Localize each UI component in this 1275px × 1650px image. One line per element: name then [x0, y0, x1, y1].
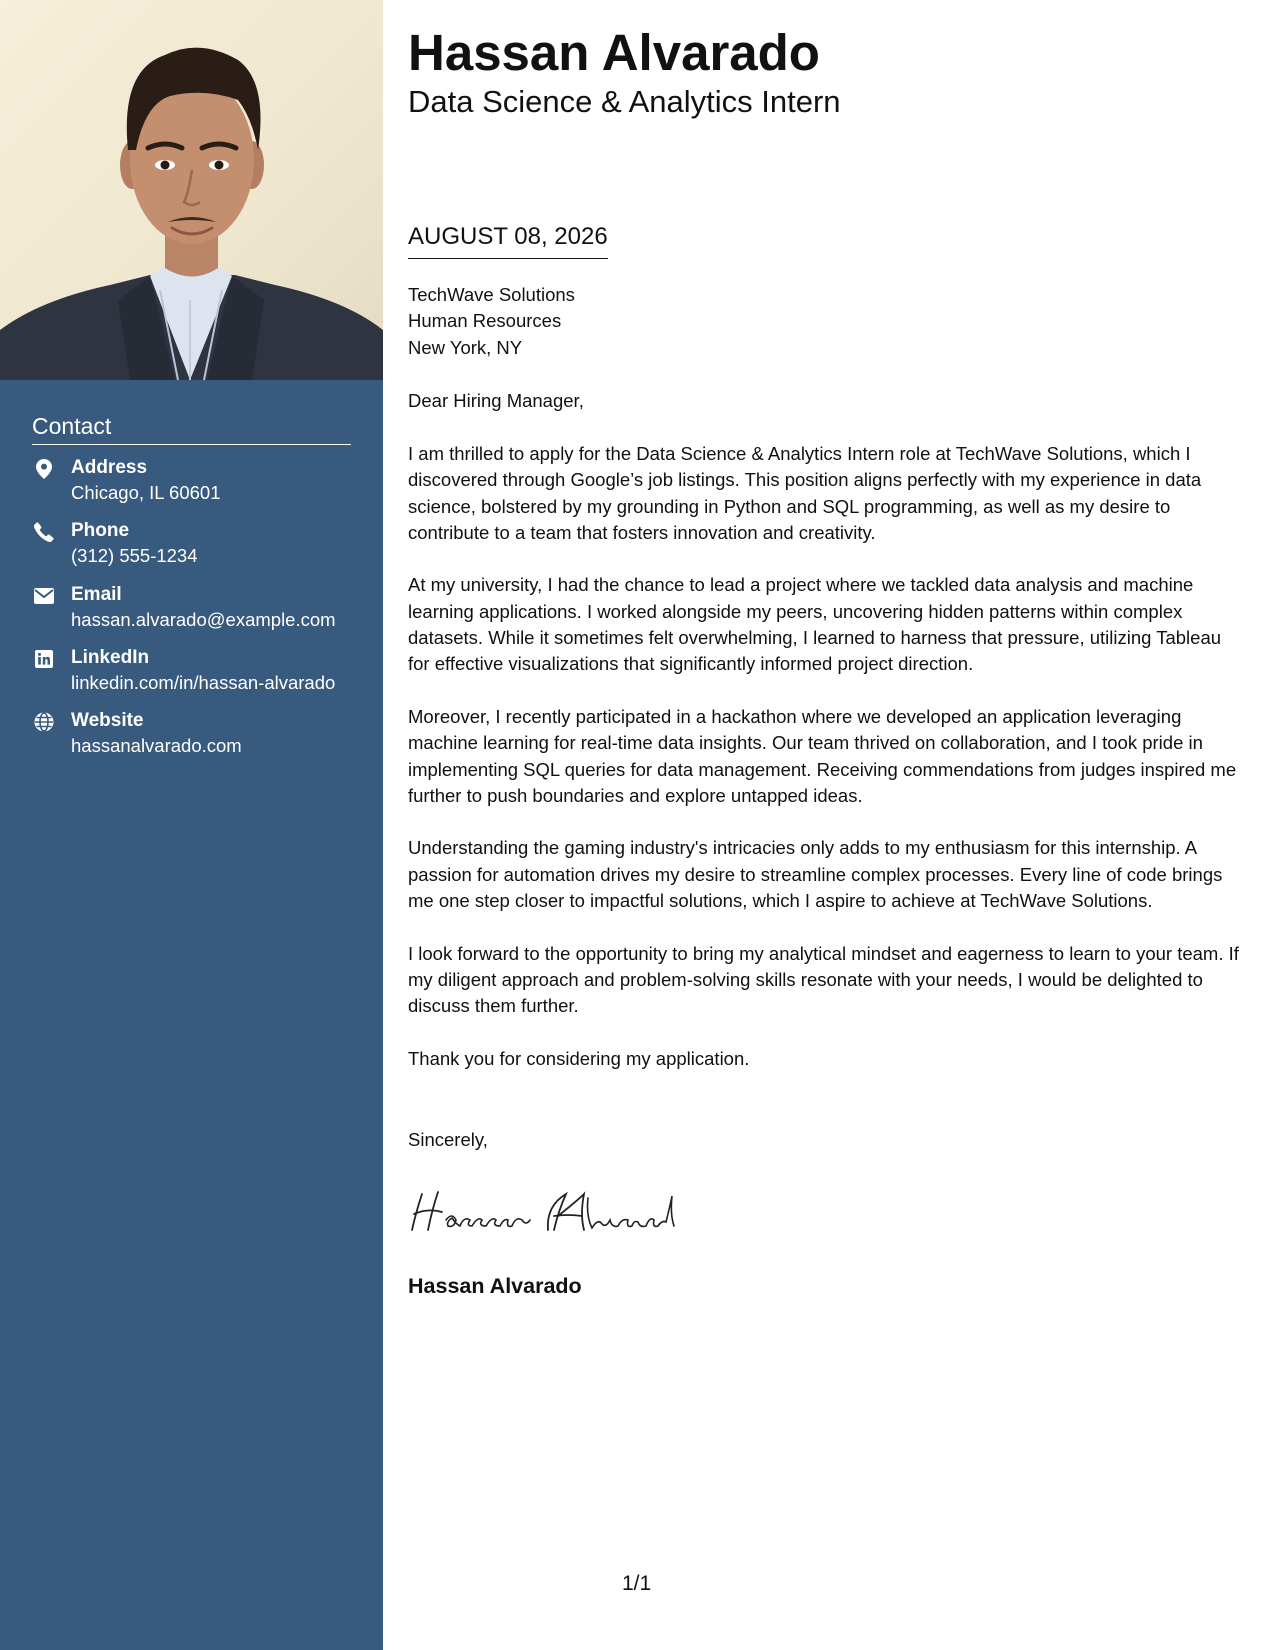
recipient-block — [408, 282, 575, 361]
envelope-icon — [33, 585, 55, 607]
recipient-department: Human Resources — [408, 310, 562, 332]
body-paragraph: I am thrilled to apply for the Data Science & Analytics Intern role at TechWave Solutions, which I discovered through Google’s job listings. This position aligns perfectly with my experience in data science, bolstered by my grounding in Python and SQL programming, as well as my desire to contribute to a team that fosters innovation and creativity. — [408, 443, 1202, 543]
linkedin-icon — [33, 648, 55, 670]
contact-value-linkedin[interactable]: linkedin.com/in/hassan-alvarado — [71, 671, 336, 693]
greeting: Dear Hiring Manager, — [408, 390, 584, 411]
contact-value-phone: (312) 555-1234 — [71, 545, 198, 567]
closing: Sincerely, — [408, 1129, 488, 1150]
contact-label-linkedin: LinkedIn — [71, 646, 150, 668]
letter-body — [408, 441, 1246, 1098]
letter-date: AUGUST 08, 2026 — [408, 222, 608, 259]
profile-photo — [0, 0, 383, 380]
contact-item-phone — [32, 519, 372, 582]
contact-item-website — [32, 709, 372, 772]
signer-name: Hassan Alvarado — [408, 1274, 582, 1298]
body-paragraph: I look forward to the opportunity to bring my analytical mindset and eagerness to learn to your team. If my diligent approach and problem-solving skills resonate with your needs, I would be delighted to discuss them further. — [408, 942, 1239, 1017]
body-paragraph: At my university, I had the chance to lead a project where we tackled data analysis and machine learning applications. I worked alongside my peers, uncovering hidden patterns within complex datasets. While it sometimes felt overwhelming, I learned to harness that pressure, utilizing Tableau for effective visualizations that significantly informed project direction. — [408, 574, 1222, 675]
contact-value-email[interactable]: hassan.alvarado@example.com — [71, 608, 336, 630]
contact-label-website: Website — [71, 710, 144, 732]
contact-item-email — [32, 583, 372, 646]
recipient-location: New York, NY — [408, 336, 523, 358]
body-paragraph: Understanding the gaming industry's intricacies only adds to my enthusiasm for this internship. A passion for automation drives my desire to streamline complex processes. Every line of code brings me one step closer to impactful solutions, which I aspire to achieve at TechWave Solutions. — [408, 837, 1223, 912]
contact-value-address: Chicago, IL 60601 — [71, 482, 221, 503]
sidebar — [0, 0, 383, 1650]
globe-icon — [33, 711, 55, 733]
contact-item-linkedin — [32, 646, 372, 709]
contact-list — [32, 456, 372, 772]
job-title: Data Science & Analytics Intern — [408, 84, 841, 119]
body-paragraph: Moreover, I recently participated in a hackathon where we developed an application leveraging machine learning for real-time data insights. Our team thrived on collaboration, and I took pride in implementing SQL queries for data management. Receiving commendations from judges inspired me further to push boundaries and explore untapped ideas. — [408, 705, 1237, 806]
handwritten-signature — [408, 1186, 678, 1236]
contact-item-address — [32, 456, 372, 519]
page-number: 1/1 — [622, 1572, 652, 1595]
recipient-company: TechWave Solutions — [408, 284, 575, 305]
map-pin-icon — [33, 458, 55, 480]
phone-icon — [33, 521, 55, 543]
body-paragraph: Thank you for considering my application. — [408, 1047, 750, 1069]
contact-label-phone: Phone — [71, 520, 130, 542]
applicant-name: Hassan Alvarado — [408, 24, 820, 81]
contact-label-address: Address — [71, 457, 148, 478]
contact-label-email: Email — [71, 583, 122, 605]
contact-heading: Contact — [32, 412, 351, 445]
contact-value-website[interactable]: hassanalvarado.com — [71, 735, 242, 757]
